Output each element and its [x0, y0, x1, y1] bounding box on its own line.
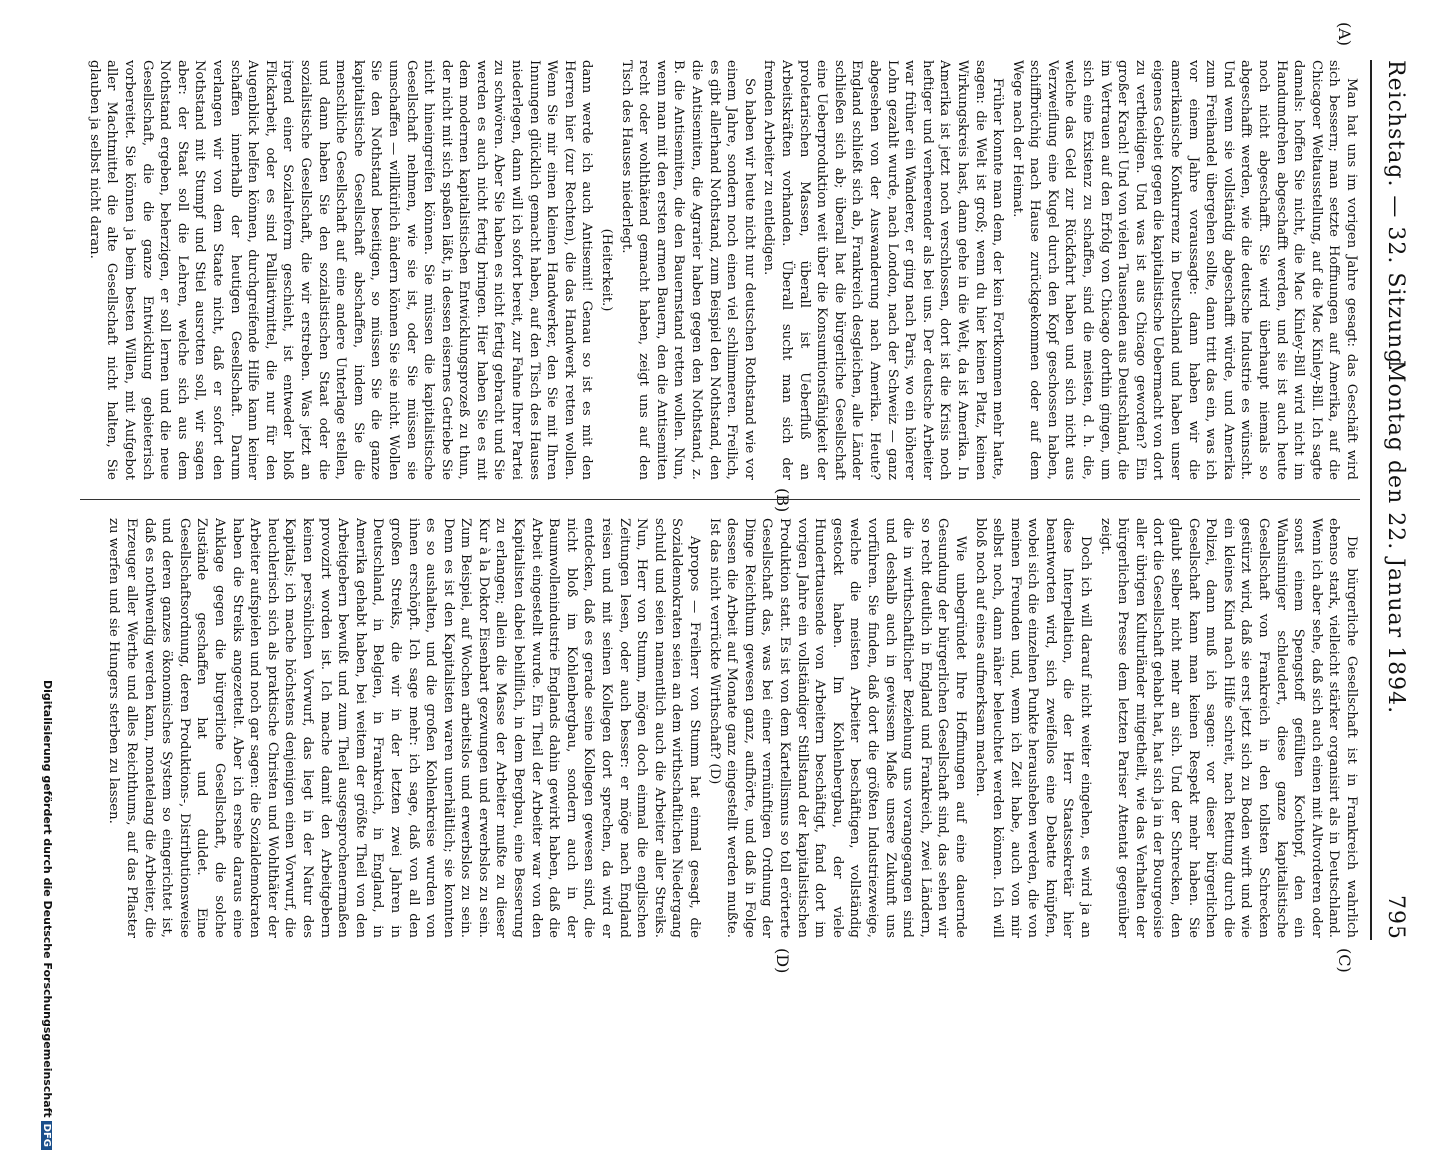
margin-marker-d: (D) — [773, 948, 792, 974]
dfg-logo: DFG — [41, 1121, 52, 1150]
running-head-date: Montag den 22. Januar 1894. — [1383, 360, 1408, 715]
right-paragraph-2: Doch ich will darauf nicht weiter eingehen, es wird ja an diese Interpellation, die der Herr Staatssekretär hier beantworten wird, sich zweifellos eine Debatte knüpfen, wobei sich die einzelnen Punkte herausheben werden, die von meinen Freunden und, wenn ich Zeit habe, auch von mir selbst noch, dann näher beleuchtet werden können. Ich will bloß noch auf eines aufmerksam machen. — [972, 518, 1094, 938]
running-head-left: Reichstag. — 32. Sitzung. — [1383, 60, 1408, 373]
digitization-credit — [41, 680, 54, 1148]
interjection-laughter: (Heiterkeit.) — [599, 228, 615, 312]
left-paragraph-3: So haben wir heute nicht nur deutschen Rothstand wie vor einem Jahre, sondern noch einen viel schlimmeren. Freilich, es gibt allerhand Nothstand, zum Beispiel den Nothstand, den die Antisemiten, die Agrarier haben gegen den Nothstand, z. B. die Antisemiten, die den Bauernstand retten wollen. Nun, wenn man mit den ersten armen Bauern, den die Antisemiten recht oder wohlthätend gemacht haben, zeigt uns auf den Tisch des Hauses niederlegt. — [618, 60, 757, 480]
left-paragraph-1: Man hat uns im vorigen Jahre gesagt: das Geschäft wird sich bessern; man setzte Hoffnungen auf Amerika, auf die Chicagoer Weltausstellung, auf die Mac Kinley-Bill. Ich sagte damals: hoffen Sie nicht, die Mac Kinley-Bill wird nicht im Handumdrehen abgeschafft werden, und sie ist auch heute noch nicht abgeschafft. Sie wird überhaupt niemals so abgeschafft werden, wie die deutsche Industrie es wünscht. Und wenn sie vollständig abgeschafft würde, und Amerika zum Freihandel übergehen sollte, dann tritt das ein, was ich vor einem Jahre voraussagte: dann haben wir die amerikanische Konkurrenz in Deutschland und haben unser eigenes Gebiet gegen die kapitalistische Uebermacht von dort zu vertheidigen. Und was ist aus Chicago geworden? Ein großer Krach! Und von vielen Tausenden aus Deutschland, die im Vertrauen auf den Erfolg von Chicago dorthin gingen, um sich eine Existenz zu schaffen, sind die meisten, d. h. die, welche das Geld zur Rückfahrt haben und sich nicht aus Verzweiflung eine Kugel durch den Kopf geschossen haben, schiffbrüchig nach Hause zurückgekommen oder auf dem Wege nach der Heimat. — [1009, 60, 1359, 480]
right-column — [80, 518, 1360, 938]
margin-marker-a: (A) — [1335, 22, 1354, 47]
margin-marker-c: (C) — [1335, 948, 1354, 973]
page-number: 795 — [1383, 895, 1408, 940]
left-paragraph-2: Früher konnte man dem, der kein Fortkommen mehr hatte, sagen: die Welt ist groß; wenn du hier keinen Platz, keinen Wirkungskreis hast, dann gehe in die Welt, da ist Amerika. In Amerika ist jetzt noch verschlossen, dort ist die Krisis noch heftiger und verheerender als bei uns. Der deutsche Arbeiter war früher ein Wanderer, er ging nach Paris, wo ein höherer Lohn gezahlt wurde, nach London, nach der Schweiz — ganz abgesehen von der Auswanderung nach Amerika. Heute? England schließt sich ab, Frankreich desgleichen, alle Länder schließen sich ab; überall hat die bürgerliche Gesellschaft eine Ueberproduktion weit über die Konsumtionsfähigkeit der proletarischen Massen, überall ist Ueberfluß an Arbeitskräften vorhanden. Überall sucht man sich der fremden Arbeiter zu entledigen. — [761, 60, 1006, 480]
right-paragraph-3: Wie unbegründet Ihre Hoffnungen auf eine dauernde Gesundung der bürgerlichen Gesellschaft sind, das sehen wir so recht deutlich in England und Frankreich, zwei Ländern, die in wirthschaftlicher Beziehung uns vorangegangen sind und deshalb auch in gewissem Maße unsere Zukunft uns vorführen. Sie finden, daß dort die größten Industriezweige, welche die meisten Arbeiter beschäftigen, vollständig gestockt haben. Im Kohlenbergbau, der viele Hunderttausende von Arbeitern beschäftigt, fand dort im vorigen Jahre ein vollständiger Stillstand der kapitalistischen Produktion statt. Es ist von dem Kartellismus so toll erörterte Gesellschaft das, was bei einer vernünftigen Ordnung der Dinge Reichthum gewesen ganz, aufhörte, und daß in Folge dessen die Arbeit auf Monate ganz eingestellt werden mußte. Ist das nicht verrückte Wirthschaft? (D) — [706, 518, 968, 938]
column-divider — [80, 499, 1360, 500]
right-paragraph-1: Die bürgerliche Gesellschaft ist in Frankreich wahrlich ebenso stark, vielleicht stärker organisirt als in Deutschland. Wenn ich aber sehe, daß sich auch einen mit Altvorderen oder sonst einem Spengstoff gefüllten Kochtopf, den ein Wahnsinniger schleudert, diese ganze kapitalistische Gesellschaft von Frankreich in den tollsten Schrecken gestürzt wird, daß sie erst jetzt sich zu Boden wirft und wie ein kleines Kind nach Hilfe schreit, nach Rettung durch die Polizei, dann muß ich sagen: vor dieser bürgerlichen Gesellschaft kann man keinen Respekt mehr haben. Sie glaubt selber nicht mehr an sich. Und der Schrecken, den dort die Gesellschaft gehabt hat, hat sich ja in der Bourgeoisie aller übrigen Kulturländer mitgetheilt, wie das Verhalten der bürgerlichen Presse dem letzten Pariser Attentat gegenüber zeigt. — [1097, 518, 1359, 938]
left-column — [80, 60, 1360, 480]
digitization-credit-text: Digitalisierung gefördert durch die Deutsche Forschungsgemeinschaft — [41, 680, 54, 1118]
right-paragraph-4: Apropos — Freiherr von Stumm hat einmal gesagt, die Sozialdemokraten seien an dem wirthschaftlichen Niedergang schuld und seien namentlich auch die Arbeiter aller Streiks. Nun, Herr von Stumm, mögen doch einmal die englischen Zeitungen lesen, oder auch besser: er möge nach England reisen und mit seinen Kollegen dort sprechen, da wird er entdecken, daß es gerade seine Kollegen gewesen sind, die nicht bloß im Kohlenbergbau, sondern auch in der Baumwollenindustrie Englands dahin gewirkt haben, daß die Arbeit eingestellt wurde. Ein Theil der Arbeiter war von den Kapitalisten dabei behilflich, in dem Bergbau, eine Besserung zu erlangen; allein die Masse der Arbeiter mußte zu dieser Kur à la Doktor Eisenbart gezwungen und erwerbslos zu sein. Zum Beispiel, auf Wochen arbeitslos und erwerbslos zu sein. Denn es ist den Kapitalisten waren unerhältlich; sie konnten es so aushalten, und die großen Kohlenkreise wurden von ihnen erschöpft. Ich sage mehr: ich sage, daß von all den großen Streiks, die wir in der letzten zwei Jahren in Deutschland, in Belgien, in Frankreich, in England, in Amerika gehabt haben, bei weitem der größte Theil von den Arbeitgebern bewußt und zum Theil ausgesprochenermaßen provozirt worden ist. Ich mache damit den Arbeitgebern keinen persönlichen Vorwurf, das liegt in der Natur des Kapitals; ich mache höchstens denjenigen einen Vorwurf, die heuchlerisch sich als praktische Christen und Wohlthäter der Arbeiter aufspielen und noch gar sagen: die Sozialdemokraten haben die Streiks angezettelt. Aber ich ersehe daraus eine Anklage gegen die bürgerliche Gesellschaft, die solche Zustände geschaffen hat und duldet. Eine Gesellschaftsordnung, deren Produktions-, Distributionsweise und deren ganzes ökonomisches System so eingerichtet ist, daß es nothwendig werden kann, monatelang die Arbeiter, die Erzeuger aller Werthe und alles Reichthums, auf das Pflaster zu werfen und sie Hungers sterben zu lassen. — [106, 518, 703, 938]
header-rule — [1370, 60, 1372, 940]
running-head — [1370, 60, 1414, 940]
left-paragraph-4: dann werde ich auch Antisemit! Genau so ist es mit den Herren hier (zur Rechten), die das Handwerk retten wollen. Wenn Sie mir einen kleinen Handwerker, den Sie mit Ihren Innungen glücklich gemacht haben, auf den Tisch des Hauses niederlegen, dann will ich sofort bereit, zur Fahne Ihrer Partei zu schwören. Aber Sie haben es nicht fertig gebracht und Sie werden es auch nicht fertig bringen. Hier haben Sie es mit dem modernen kapitalistischen Entwicklungsprozeß zu thun, der nicht mit sich spaßen läßt, in dessen eisernes Getriebe Sie nicht hineingreifen können. Sie müssen die kapitalistische Gesellschaft nehmen, wie sie ist, oder Sie müssen sie umschaffen — willkürlich ändern können Sie sie nicht. Wollen Sie den Nothstand beseitigen, so müssen Sie die ganze kapitalistische Gesellschaft abschaffen, indem Sie die menschliche Gesellschaft auf eine andere Unterlage stellen, und dann haben Sie den sozialistischen Staat oder die sozialistische Gesellschaft, die wir erstreben. Was jetzt an irgend einer Sozialreform geschieht, ist entweder bloß Flickarbeit, oder es sind Palliativmittel, die nur für den Augenblick helfen können, durchgreifende Hilfe kann keiner schaffen innerhalb der heutigen Gesellschaft. Darum verlangen wir von dem Staate nicht, daß er sofort den Nothstand mit Stumpf und Stiel ausrotten soll, wir sagen aber: der Staat soll die Lehren, welche sich aus dem Nothstand ergeben, beherzigen, er soll lernen und die neue Gesellschaft, die die ganze Entwicklung gebieterisch vorbereitet. Sie können ja beim besten Willen, mit Aufgebot aller Machtmittel die alte Gesellschaft nicht halten, Sie glauben ja selbst nicht daran. — [86, 60, 595, 480]
margin-marker-b: (B) — [773, 488, 792, 513]
